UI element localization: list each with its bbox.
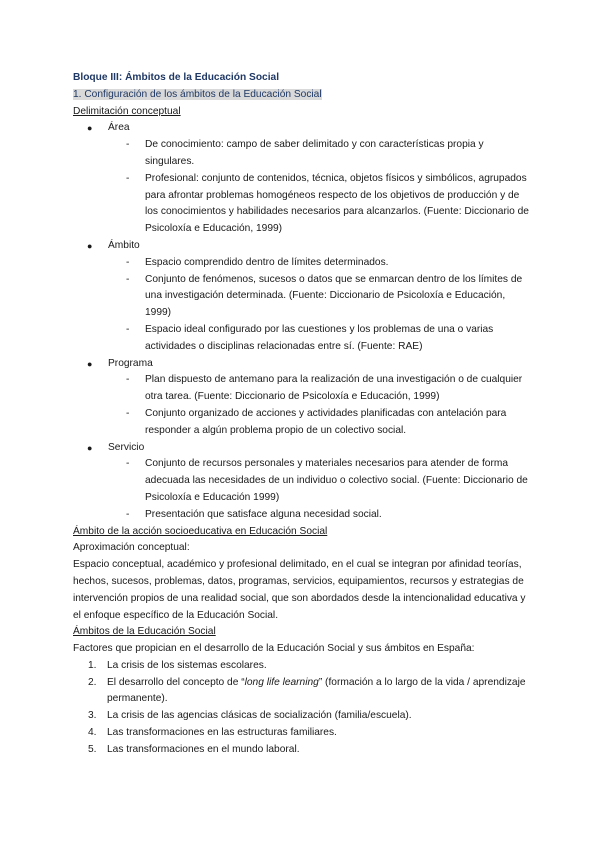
item-number: 3. <box>88 710 97 722</box>
item-number: 4. <box>88 727 97 739</box>
definition-text: Presentación que satisface alguna necesidad social. <box>145 508 382 520</box>
ambitos-title: Ámbitos de la Educación Social <box>73 626 216 638</box>
item-text: La crisis de los sistemas escolares. <box>107 659 267 671</box>
dash-icon: - <box>126 374 130 386</box>
numbered-item <box>73 675 533 709</box>
bullet-icon: ● <box>87 358 93 369</box>
term-label: Programa <box>108 357 153 369</box>
aproximacion-paragraph: Espacio conceptual, académico y profesional delimitado, en el cual se integran por afinidad teorías, hechos, sucesos, problemas, datos, programas, servicios, equipamientos, recursos y estrategias de intervención propios de una realidad social, que son abordados desde la intencionalidad educativa y el enfoque específico de la Educación Social. <box>73 559 526 621</box>
sub-list-item <box>73 272 533 322</box>
dash-icon: - <box>126 172 130 184</box>
item-number: 5. <box>88 743 97 755</box>
definition-text: Plan dispuesto de antemano para la realización de una investigación o de cualquier otra tarea. (Fuente: Diccionario de Psicoloxía e Educación, 1999) <box>145 374 523 403</box>
dash-icon: - <box>126 323 130 335</box>
item-text: Las transformaciones en las estructuras familiares. <box>107 727 337 739</box>
document-heading: Bloque III: Ámbitos de la Educación Social <box>73 72 280 83</box>
item-text-post: ” (formación a lo largo de la vida / aprendizaje permanente). <box>107 676 526 705</box>
numbered-item <box>73 708 533 725</box>
aproximacion-label: Aproximación conceptual: <box>73 542 190 554</box>
definition-text: Profesional: conjunto de contenidos, técnica, objetos físicos y simbólicos, agrupados para afrontar problemas homogéneos respecto de los objetivos de producción y de los conocimientos y habilidades necesarios para alcanzarlos. (Fuente: Diccionario de Psicoloxía e Educación, 1999) <box>145 172 529 235</box>
item-text: Las transformaciones en el mundo laboral. <box>107 743 300 755</box>
item-text-pre: El desarrollo del concepto de “ <box>107 676 245 688</box>
definition-text: Conjunto de recursos personales y materiales necesarios para atender de forma adecuada las necesidades de un individuo o colectivo social. (Fuente: Diccionario de Psicoloxía e Educación 1999) <box>145 458 528 503</box>
definition-text: Conjunto organizado de acciones y actividades planificadas con antelación para responder a algún problema propio de un colectivo social. <box>145 407 507 436</box>
term-label: Servicio <box>108 441 145 453</box>
definition-text: Espacio comprendido dentro de límites determinados. <box>145 256 389 268</box>
term-label: Área <box>108 122 130 134</box>
numbered-item <box>73 742 533 759</box>
document-page <box>73 70 533 759</box>
sub-list-item <box>73 406 533 440</box>
sub-list-item <box>73 137 533 171</box>
bullet-icon: ● <box>87 442 93 453</box>
dash-icon: - <box>126 256 130 268</box>
item-text <box>107 675 533 709</box>
dash-icon: - <box>126 508 130 520</box>
definition-text: Conjunto de fenómenos, sucesos o datos que se enmarcan dentro de los límites de una investigación determinada. (Fuente: Diccionario de Psicoloxía e Educación, 1999) <box>145 273 523 319</box>
sub-list-item <box>73 372 533 406</box>
sub-list-item <box>73 456 533 506</box>
section-heading <box>73 87 533 104</box>
list-item <box>73 356 533 373</box>
item-text-italic: long life learning <box>244 676 319 688</box>
section-heading-text: 1. Configuración de los ámbitos de la Educación Social <box>73 88 322 100</box>
list-item <box>73 440 533 457</box>
definition-text: Espacio ideal configurado por las cuestiones y los problemas de una o varias actividades o disciplinas relacionadas entre sí. (Fuente: RAE) <box>145 323 494 352</box>
sub-list-item <box>73 507 533 524</box>
item-text: La crisis de las agencias clásicas de socialización (familia/escuela). <box>107 710 412 722</box>
dash-icon: - <box>126 273 130 285</box>
bullet-icon: ● <box>87 123 93 134</box>
dash-icon: - <box>126 407 130 419</box>
ambito-accion-title: Ámbito de la acción socioeducativa en Educación Social <box>73 525 328 537</box>
definition-text: De conocimiento: campo de saber delimitado y con características propia y singulares. <box>145 139 484 167</box>
list-item <box>73 120 533 137</box>
sub-list-item <box>73 322 533 356</box>
factores-intro: Factores que propician en el desarrollo de la Educación Social y sus ámbitos en España: <box>73 643 475 655</box>
bullet-icon: ● <box>87 240 93 251</box>
item-number: 2. <box>88 676 97 688</box>
dash-icon: - <box>126 139 130 151</box>
sub-list-item <box>73 255 533 272</box>
dash-icon: - <box>126 458 130 470</box>
delimitacion-title: Delimitación conceptual <box>73 105 181 117</box>
item-number: 1. <box>88 659 97 671</box>
numbered-item <box>73 725 533 742</box>
sub-list-item <box>73 171 533 238</box>
numbered-item <box>73 658 533 675</box>
list-item <box>73 238 533 255</box>
term-label: Ámbito <box>108 239 140 251</box>
